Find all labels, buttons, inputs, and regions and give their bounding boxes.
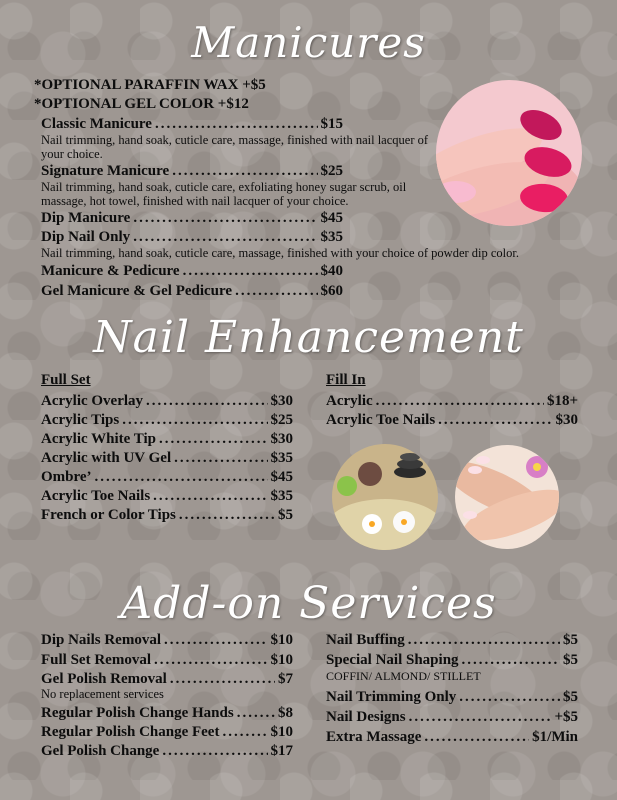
item-name: Acrylic Toe Nails	[326, 412, 436, 428]
item-price: $60	[320, 283, 343, 299]
item-price: $18+	[546, 393, 578, 409]
item-name: Extra Massage	[326, 729, 422, 745]
manicure-photo	[436, 80, 582, 226]
optional-paraffin: *OPTIONAL PARAFFIN WAX +$5	[34, 77, 266, 93]
menu-item-manicure-pedicure	[41, 262, 343, 281]
fill-in-heading: Fill In	[326, 372, 366, 388]
menu-item-nail-designs	[326, 708, 578, 727]
optional-gel-color: *OPTIONAL GEL COLOR +$12	[34, 96, 249, 112]
menu-item-fill-acrylic-toe	[326, 411, 578, 430]
item-name: Regular Polish Change Hands	[41, 705, 234, 721]
item-name: French or Color Tips	[41, 507, 176, 523]
item-price: $35	[270, 488, 293, 504]
item-name: Classic Manicure	[41, 116, 152, 132]
item-price: $45	[270, 469, 293, 485]
menu-item-ombre	[41, 468, 293, 487]
item-price: $15	[320, 116, 343, 132]
menu-item-dip-nail-only	[41, 228, 343, 247]
menu-item-acrylic-overlay	[41, 392, 293, 411]
item-price: +$5	[554, 709, 578, 725]
hands-photo	[455, 445, 559, 549]
item-price: $5	[563, 632, 578, 648]
item-name: Manicure & Pedicure	[41, 263, 180, 279]
item-price: $25	[320, 163, 343, 179]
item-name: Acrylic White Tip	[41, 431, 157, 447]
item-name: Acrylic Overlay	[41, 393, 144, 409]
menu-item-french-color-tips	[41, 506, 293, 525]
item-name: Acrylic	[326, 393, 373, 409]
menu-item-nail-buffing	[326, 631, 578, 650]
item-price: $10	[270, 632, 293, 648]
item-name: Gel Manicure & Gel Pedicure	[41, 283, 233, 299]
item-price: $17	[270, 743, 293, 759]
item-price: $45	[320, 210, 343, 226]
item-description: COFFIN/ ALMOND/ STILLET	[326, 669, 481, 683]
item-price: $5	[563, 689, 578, 705]
item-price: $7	[278, 671, 293, 687]
item-name: Nail Trimming Only	[326, 689, 457, 705]
section-title-add-on-services: Add-on Services	[120, 578, 497, 629]
item-name: Gel Polish Removal	[41, 671, 167, 687]
item-price: $25	[270, 412, 293, 428]
item-price: $5	[563, 652, 578, 668]
item-price: $1/Min	[532, 729, 578, 745]
item-price: $30	[270, 431, 293, 447]
section-title-nail-enhancement: Nail Enhancement	[93, 312, 524, 363]
spa-stones-photo	[332, 444, 438, 550]
menu-item-acrylic-uv-gel	[41, 449, 293, 468]
item-price: $30	[555, 412, 578, 428]
item-name: Dip Nail Only	[41, 229, 131, 245]
item-name: Full Set Removal	[41, 652, 151, 668]
item-name: Signature Manicure	[41, 163, 170, 179]
item-name: Acrylic Toe Nails	[41, 488, 151, 504]
section-title-manicures: Manicures	[191, 18, 426, 67]
item-name: Dip Nails Removal	[41, 632, 161, 648]
item-name: Special Nail Shaping	[326, 652, 459, 668]
item-name: Acrylic Tips	[41, 412, 120, 428]
item-price: $40	[320, 263, 343, 279]
item-price: $35	[270, 450, 293, 466]
menu-item-dip-manicure	[41, 209, 343, 228]
item-price: $5	[278, 507, 293, 523]
item-price: $10	[270, 724, 293, 740]
menu-item-gel-polish-change	[41, 742, 293, 761]
item-name: Ombre’	[41, 469, 92, 485]
item-name: Nail Buffing	[326, 632, 405, 648]
menu-item-polish-change-feet	[41, 723, 293, 742]
item-price: $35	[320, 229, 343, 245]
menu-item-fill-acrylic	[326, 392, 578, 411]
item-name: Gel Polish Change	[41, 743, 160, 759]
item-name: Dip Manicure	[41, 210, 131, 226]
item-description: Nail trimming, hand soak, cuticle care, exfoliating honey sugar scrub, oil massage, hot towel, finished with nail lacquer of your choice.	[41, 180, 407, 208]
item-name: Acrylic with UV Gel	[41, 450, 172, 466]
item-description: No replacement services	[41, 687, 164, 701]
menu-item-nail-trimming-only	[326, 688, 578, 707]
menu-item-acrylic-white-tip	[41, 430, 293, 449]
item-description: Nail trimming, hand soak, cuticle care, massage, finished with nail lacquer of your choice.	[41, 133, 429, 161]
item-name: Nail Designs	[326, 709, 406, 725]
menu-item-gel-manicure-pedicure	[41, 282, 343, 301]
item-price: $8	[278, 705, 293, 721]
menu-item-extra-massage	[326, 728, 578, 747]
menu-item-acrylic-toe-nails	[41, 487, 293, 506]
item-name: Regular Polish Change Feet	[41, 724, 220, 740]
item-price: $30	[270, 393, 293, 409]
item-description: Nail trimming, hand soak, cuticle care, massage, finished with your choice of powder dip color.	[41, 246, 519, 260]
menu-item-classic-manicure	[41, 115, 343, 134]
menu-item-dip-nails-removal	[41, 631, 293, 650]
menu-item-special-nail-shaping	[326, 651, 578, 670]
full-set-heading: Full Set	[41, 372, 91, 388]
item-price: $10	[270, 652, 293, 668]
menu-item-signature-manicure	[41, 162, 343, 181]
menu-item-polish-change-hands	[41, 704, 293, 723]
menu-item-acrylic-tips	[41, 411, 293, 430]
menu-item-full-set-removal	[41, 651, 293, 670]
